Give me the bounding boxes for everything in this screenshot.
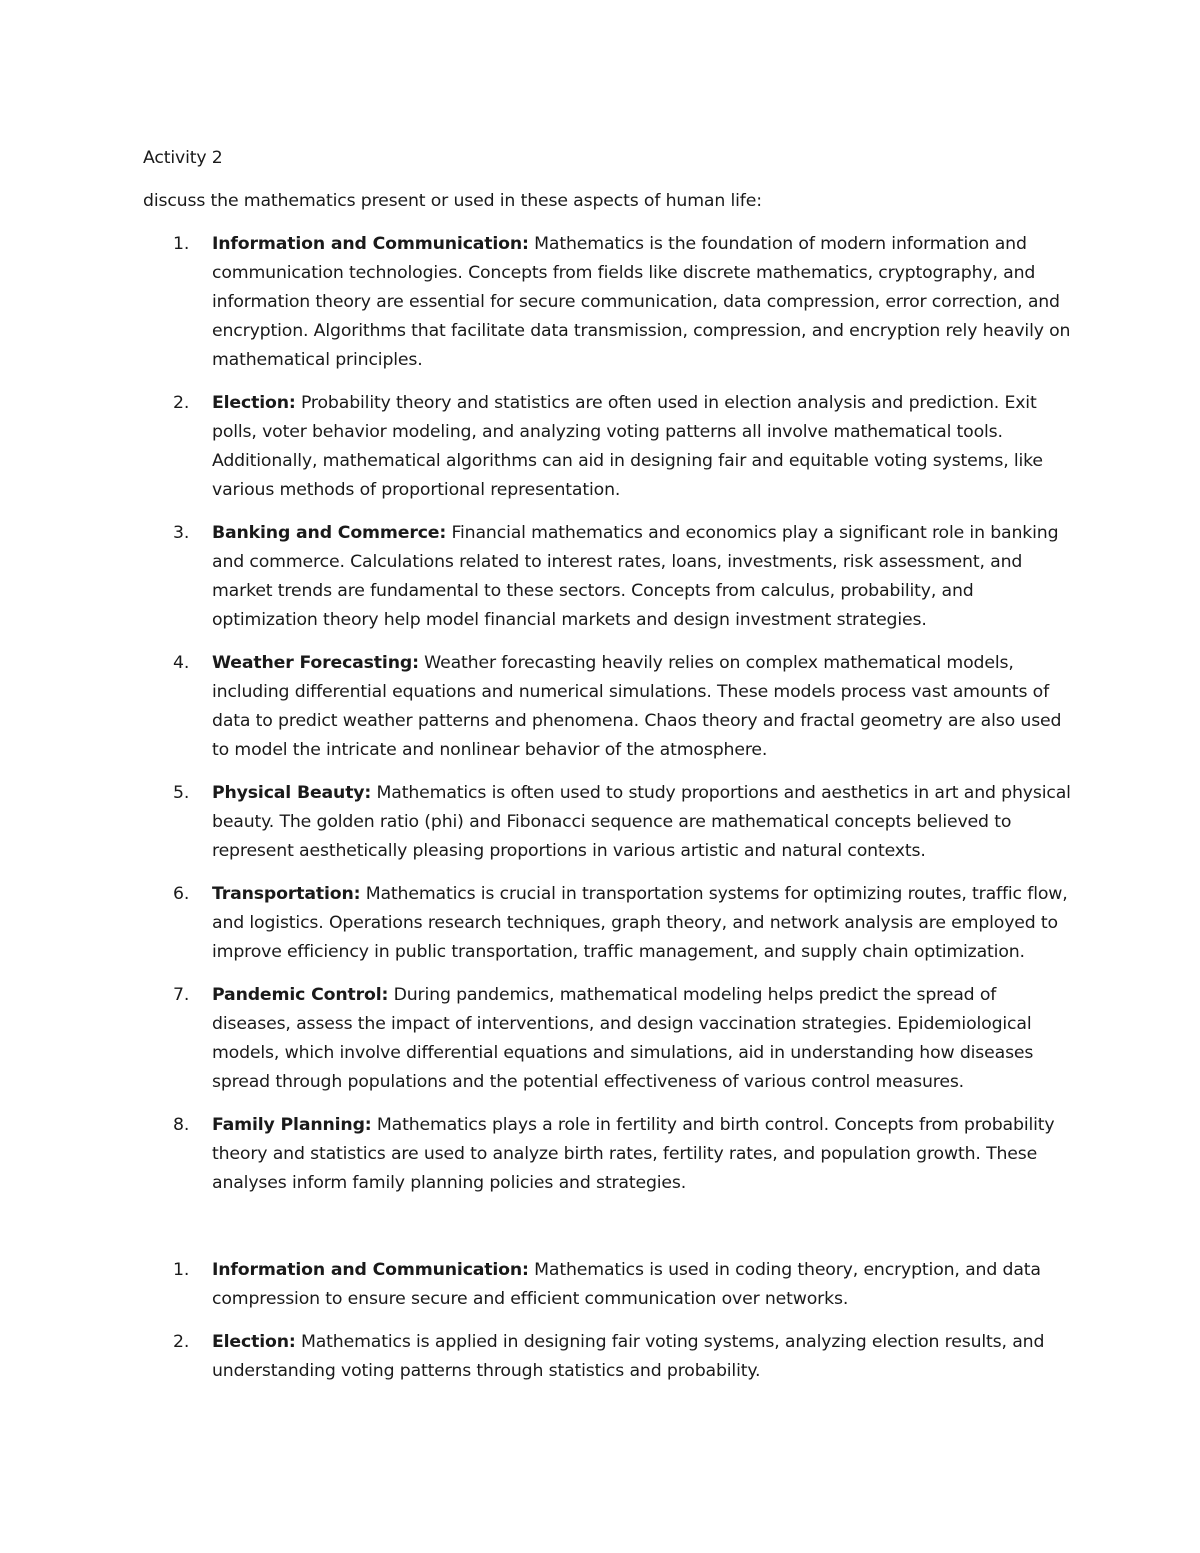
list-item-number: 2. xyxy=(173,1332,190,1352)
list-item-number: 1. xyxy=(173,234,190,254)
list-item xyxy=(143,1256,1073,1314)
list-item-number: 7. xyxy=(173,985,190,1005)
list-item-number: 6. xyxy=(173,884,190,904)
list-item xyxy=(143,779,1073,866)
document-body xyxy=(143,144,1073,1400)
list-item-term: Transportation: xyxy=(212,884,361,904)
list-item-term: Weather Forecasting: xyxy=(212,653,419,673)
list-item-text: Mathematics is crucial in transportation systems for optimizing routes, traffic flow, and logistics. Operations research techniques, graph theory, and network analysis are employed to improve efficiency in public transportation, traffic management, and supply chain optimization. xyxy=(212,884,1068,962)
list-item-term: Pandemic Control: xyxy=(212,985,389,1005)
list-item-number: 1. xyxy=(173,1260,190,1280)
list-item-text: Weather forecasting heavily relies on complex mathematical models, including differential equations and numerical simulations. These models process vast amounts of data to predict weather patterns and phenomena. Chaos theory and fractal geometry are also used to model the intricate and nonlinear behavior of the atmosphere. xyxy=(212,653,1062,760)
list-item xyxy=(143,1111,1073,1198)
list-item xyxy=(143,649,1073,765)
list-item-term: Election: xyxy=(212,1332,296,1352)
list-item xyxy=(143,880,1073,967)
list-item-term: Physical Beauty: xyxy=(212,783,372,803)
list-item-number: 4. xyxy=(173,653,190,673)
list-item-term: Family Planning: xyxy=(212,1115,372,1135)
list-item-text: Mathematics is used in coding theory, encryption, and data compression to ensure secure and efficient communication over networks. xyxy=(212,1260,1041,1309)
list-item-term: Election: xyxy=(212,393,296,413)
list-item-number: 2. xyxy=(173,393,190,413)
list-item-term: Information and Communication: xyxy=(212,1260,529,1280)
list-item-number: 3. xyxy=(173,523,190,543)
list-item xyxy=(143,1328,1073,1386)
list-item-text: Mathematics is the foundation of modern information and communication technologies. Concepts from fields like discrete mathematics, cryptography, and information theory are essential for secure communication, data compression, error correction, and encryption. Algorithms that facilitate data transmission, compression, and encryption rely heavily on mathematical principles. xyxy=(212,234,1071,370)
document-title: Activity 2 xyxy=(143,148,223,168)
section-spacer xyxy=(143,1212,1073,1256)
document-intro: discuss the mathematics present or used in these aspects of human life: xyxy=(143,191,762,211)
list-item xyxy=(143,981,1073,1097)
list-item xyxy=(143,230,1073,375)
list-item-text: Mathematics is often used to study proportions and aesthetics in art and physical beauty. The golden ratio (phi) and Fibonacci sequence are mathematical concepts believed to represent aesthetically pleasing proportions in various artistic and natural contexts. xyxy=(212,783,1071,861)
list-item-term: Information and Communication: xyxy=(212,234,529,254)
list-item-text: Financial mathematics and economics play a significant role in banking and commerce. Calculations related to interest rates, loans, investments, risk assessment, and market trends are fundamental to these sectors. Concepts from calculus, probability, and optimization theory help model financial markets and design investment strategies. xyxy=(212,523,1059,630)
list-item-text: Mathematics is applied in designing fair voting systems, analyzing election results, and understanding voting patterns through statistics and probability. xyxy=(212,1332,1045,1381)
list-item-text: Probability theory and statistics are often used in election analysis and prediction. Exit polls, voter behavior modeling, and analyzing voting patterns all involve mathematical tools. Additionally, mathematical algorithms can aid in designing fair and equitable voting systems, like various methods of proportional representation. xyxy=(212,393,1043,500)
list-item-number: 8. xyxy=(173,1115,190,1135)
list-item xyxy=(143,519,1073,635)
aspects-list-detailed xyxy=(143,230,1073,1198)
list-item xyxy=(143,389,1073,505)
list-item-term: Banking and Commerce: xyxy=(212,523,447,543)
list-item-text: Mathematics plays a role in fertility and birth control. Concepts from probability theory and statistics are used to analyze birth rates, fertility rates, and population growth. These analyses inform family planning policies and strategies. xyxy=(212,1115,1055,1193)
list-item-number: 5. xyxy=(173,783,190,803)
aspects-list-summary xyxy=(143,1256,1073,1386)
list-item-text: During pandemics, mathematical modeling helps predict the spread of diseases, assess the impact of interventions, and design vaccination strategies. Epidemiological models, which involve differential equations and simulations, aid in understanding how diseases spread through populations and the potential effectiveness of various control measures. xyxy=(212,985,1034,1092)
